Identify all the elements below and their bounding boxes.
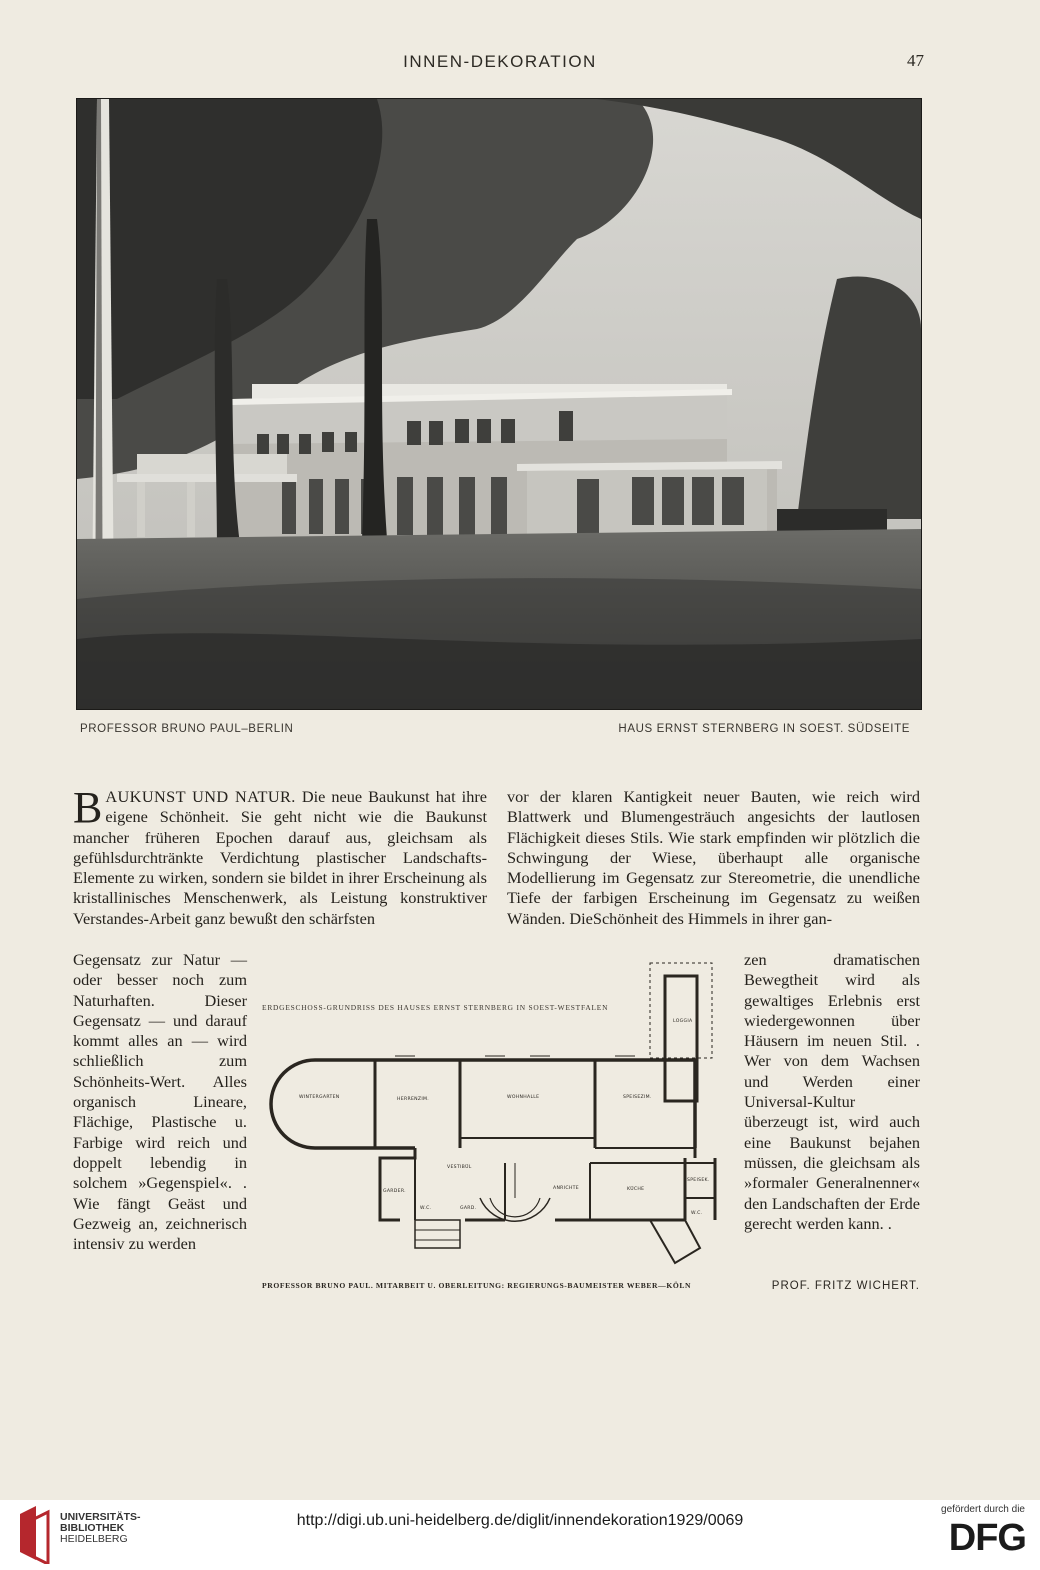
article-column-left — [73, 783, 487, 929]
villa-photograph — [76, 98, 922, 710]
article-text-left-wrap: Gegensatz zur Natur — oder besser noch zum Naturhaften. Dieser Gegensatz — und darauf kommt alles an — wird schließlich zum Schönheits-Wert. Alles organisch Lineare, Flächige, Plastische u. Farbige wird reich und doppelt lebendig in solchem »Gegenspiel«. . Wie fängt Geäst und Gezweig an, zeichnerisch intensiv zu werden — [73, 950, 247, 1254]
page-number: 47 — [907, 51, 924, 70]
digitization-footer — [0, 1500, 1040, 1570]
plan-label-kueche: KÜCHE — [627, 1187, 645, 1192]
caption-architect: PROFESSOR BRUNO PAUL–BERLIN — [80, 723, 294, 735]
library-line-3: HEIDELBERG — [60, 1533, 128, 1545]
dfg-logo: DFG — [948, 1517, 1026, 1559]
plan-label-wc-2: W.C. — [691, 1211, 703, 1216]
plan-label-gard: GARD. — [460, 1206, 477, 1211]
plan-label-vestibuel: VESTIBÜL — [447, 1165, 472, 1170]
caption-house: HAUS ERNST STERNBERG IN SOEST. SÜDSEITE — [618, 723, 910, 735]
plan-label-wc-1: W.C. — [420, 1206, 432, 1211]
running-title: INNEN-DEKORATION — [403, 52, 597, 71]
article-text-right-wrap: zen dramatischen Bewegtheit wird als gewaltiges Erlebnis erst wiedergewonnen über Häusern im neuen Stil. . Wer von dem Wachsen und Werden einer Universal-Kultur überzeugt ist, wird auch eine Baukunst bejahen müssen, die gleichsam als »formaler Generalnenner« den Landschaften der Erde gerecht werden kann. . — [744, 950, 920, 1233]
plan-label-loggia: LOGGIA — [673, 1019, 693, 1024]
plan-label-herrenzim: HERRENZIM. — [397, 1097, 430, 1102]
drop-capital: B — [73, 783, 103, 832]
author-signature: PROF. FRITZ WICHERT. — [771, 1280, 920, 1292]
funding-label: gefördert durch die — [941, 1504, 1025, 1515]
article-text-left-top: Die neue Baukunst hat ihre eigene Schönheit. Sie geht nicht wie die Baukunst mancher früheren Epochen darauf aus, gleichsam als gefühlsdurchtränkte Verdichtung plastischer Landschafts-Elemente zu wirken, sondern sie bildet in ihrer Erscheinung als kristallinisches Menschenwerk, als Leistung konstruktiver Verstandes-Arbeit ganz bewußt den schärfsten — [73, 787, 487, 928]
photo-illustration — [77, 99, 921, 709]
plan-label-wohnhalle: WOHNHALLE — [507, 1095, 540, 1100]
plan-label-garderobe: GARDER. — [383, 1189, 406, 1194]
article-column-right — [507, 787, 920, 929]
floor-plan-title: ERDGESCHOSS-GRUNDRISS DES HAUSES ERNST STERNBERG IN SOEST-WESTFALEN — [262, 1003, 609, 1012]
plan-label-anrichte: ANRICHTE — [553, 1186, 579, 1191]
floor-plan-drawing — [255, 958, 730, 1276]
article-lead-in: AUKUNST UND NATUR. — [105, 787, 296, 806]
library-line-2: BIBLIOTHEK — [60, 1522, 125, 1534]
article-text-right-top: vor der klaren Kantigkeit neuer Bauten, wie reich wird Blattwerk und Blumengesträuch angesichts der lautlosen Flächigkeit dieses Stils. Wie stark empfinden wir plötzlich die Schwingung der Wiese, überhaupt alle organische Modellierung im Gegensatz zur Stereometrie, die unendliche Tiefe der farbigen Erscheinung im Gegensatz zu weißen Wänden. DieSchönheit des Himmels in ihrer gan- — [507, 787, 920, 928]
plan-label-speisek: SPEISEK. — [687, 1178, 710, 1183]
plan-label-wintergarten: WINTERGARTEN — [299, 1095, 340, 1100]
library-line-1: UNIVERSITÄTS- — [60, 1511, 141, 1523]
source-url-link[interactable]: http://digi.ub.uni-heidelberg.de/diglit/innendekoration1929/0069 — [296, 1512, 744, 1529]
plan-label-speisezim: SPEISEZIM. — [623, 1095, 652, 1100]
floor-plan-credit: PROFESSOR BRUNO PAUL. MITARBEIT U. OBERLEITUNG: REGIERUNGS-BAUMEISTER WEBER—KÖLN — [262, 1281, 692, 1290]
